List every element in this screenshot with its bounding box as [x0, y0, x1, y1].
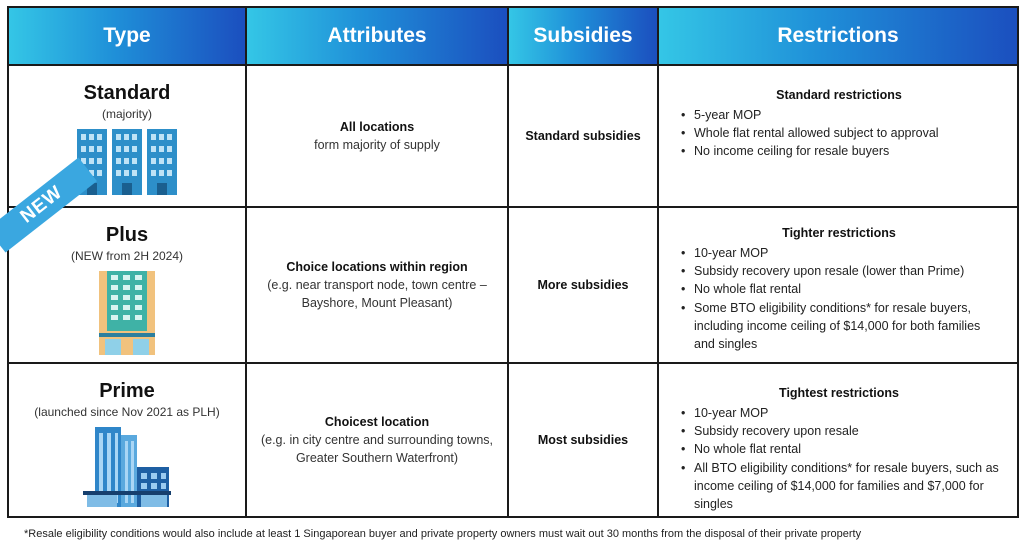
prime-buildings-icon — [81, 425, 173, 509]
subsidies-text: More subsidies — [537, 277, 629, 292]
standard-buildings-icon — [75, 127, 179, 197]
restrictions-list — [679, 404, 999, 513]
type-cell — [9, 208, 247, 362]
subsidies-text: Standard subsidies — [525, 128, 641, 143]
restriction-item: • Whole flat rental allowed subject to approval — [679, 124, 999, 142]
type-name: Plus — [105, 224, 149, 246]
new-ribbon-badge: NEW — [0, 157, 97, 252]
attributes-title: Choice locations within region — [286, 259, 468, 274]
attributes-cell — [247, 364, 509, 516]
type-subtitle: (majority) — [102, 107, 152, 121]
restriction-item: • 10-year MOP — [679, 244, 999, 262]
attributes-description: form majority of supply — [314, 138, 440, 152]
housing-types-table — [7, 6, 1019, 518]
type-name: Standard — [83, 82, 171, 104]
restriction-item: • No whole flat rental — [679, 280, 999, 298]
restriction-item: • Some BTO eligibility conditions* for resale buyers, including income ceiling of $14,000 for both families and singles — [679, 299, 999, 353]
restrictions-list — [679, 244, 999, 353]
restrictions-cell — [659, 66, 1017, 206]
attributes-title: All locations — [339, 119, 415, 134]
restrictions-title: Tightest restrictions — [779, 386, 899, 400]
restriction-item: • Subsidy recovery upon resale (lower than Prime) — [679, 262, 999, 280]
attributes-description: (e.g. near transport node, town centre – Bayshore, Mount Pleasant) — [267, 277, 487, 311]
type-cell — [9, 364, 247, 516]
footnote: *Resale eligibility conditions would also include at least 1 Singaporean buyer and private property owners must wait out 30 months from the disposal of their private property — [24, 528, 862, 540]
subsidies-cell — [509, 208, 659, 362]
header-attributes: Attributes — [247, 8, 509, 64]
restriction-item: • 10-year MOP — [679, 404, 999, 422]
restrictions-cell — [659, 208, 1017, 362]
attributes-title: Choicest location — [324, 414, 430, 429]
restriction-item: • Subsidy recovery upon resale — [679, 422, 999, 440]
restriction-item: • 5-year MOP — [679, 106, 999, 124]
restriction-item: • No income ceiling for resale buyers — [679, 142, 999, 160]
type-subtitle: (NEW from 2H 2024) — [70, 249, 184, 263]
header-subsidies: Subsidies — [509, 8, 659, 64]
type-subtitle: (launched since Nov 2021 as PLH) — [34, 405, 220, 419]
restriction-item: • All BTO eligibility conditions* for resale buyers, such as income ceiling of $14,000 for families and $7,000 for singles — [679, 459, 999, 513]
restrictions-cell — [659, 364, 1017, 516]
table-row-prime — [9, 364, 1017, 516]
attributes-cell — [247, 208, 509, 362]
subsidies-cell — [509, 66, 659, 206]
table-row-plus — [9, 208, 1017, 364]
subsidies-text: Most subsidies — [537, 432, 629, 447]
plus-building-icon — [95, 269, 159, 357]
table-header — [9, 8, 1017, 66]
restrictions-title: Standard restrictions — [776, 88, 902, 102]
restrictions-title: Tighter restrictions — [782, 226, 896, 240]
header-restrictions: Restrictions — [659, 8, 1017, 64]
attributes-cell — [247, 66, 509, 206]
attributes-description: (e.g. in city centre and surrounding towns, Greater Southern Waterfront) — [260, 432, 494, 466]
header-type: Type — [9, 8, 247, 64]
table-row-standard — [9, 66, 1017, 208]
subsidies-cell — [509, 364, 659, 516]
restrictions-list — [679, 106, 999, 160]
restriction-item: • No whole flat rental — [679, 440, 999, 458]
type-name: Prime — [99, 380, 155, 402]
